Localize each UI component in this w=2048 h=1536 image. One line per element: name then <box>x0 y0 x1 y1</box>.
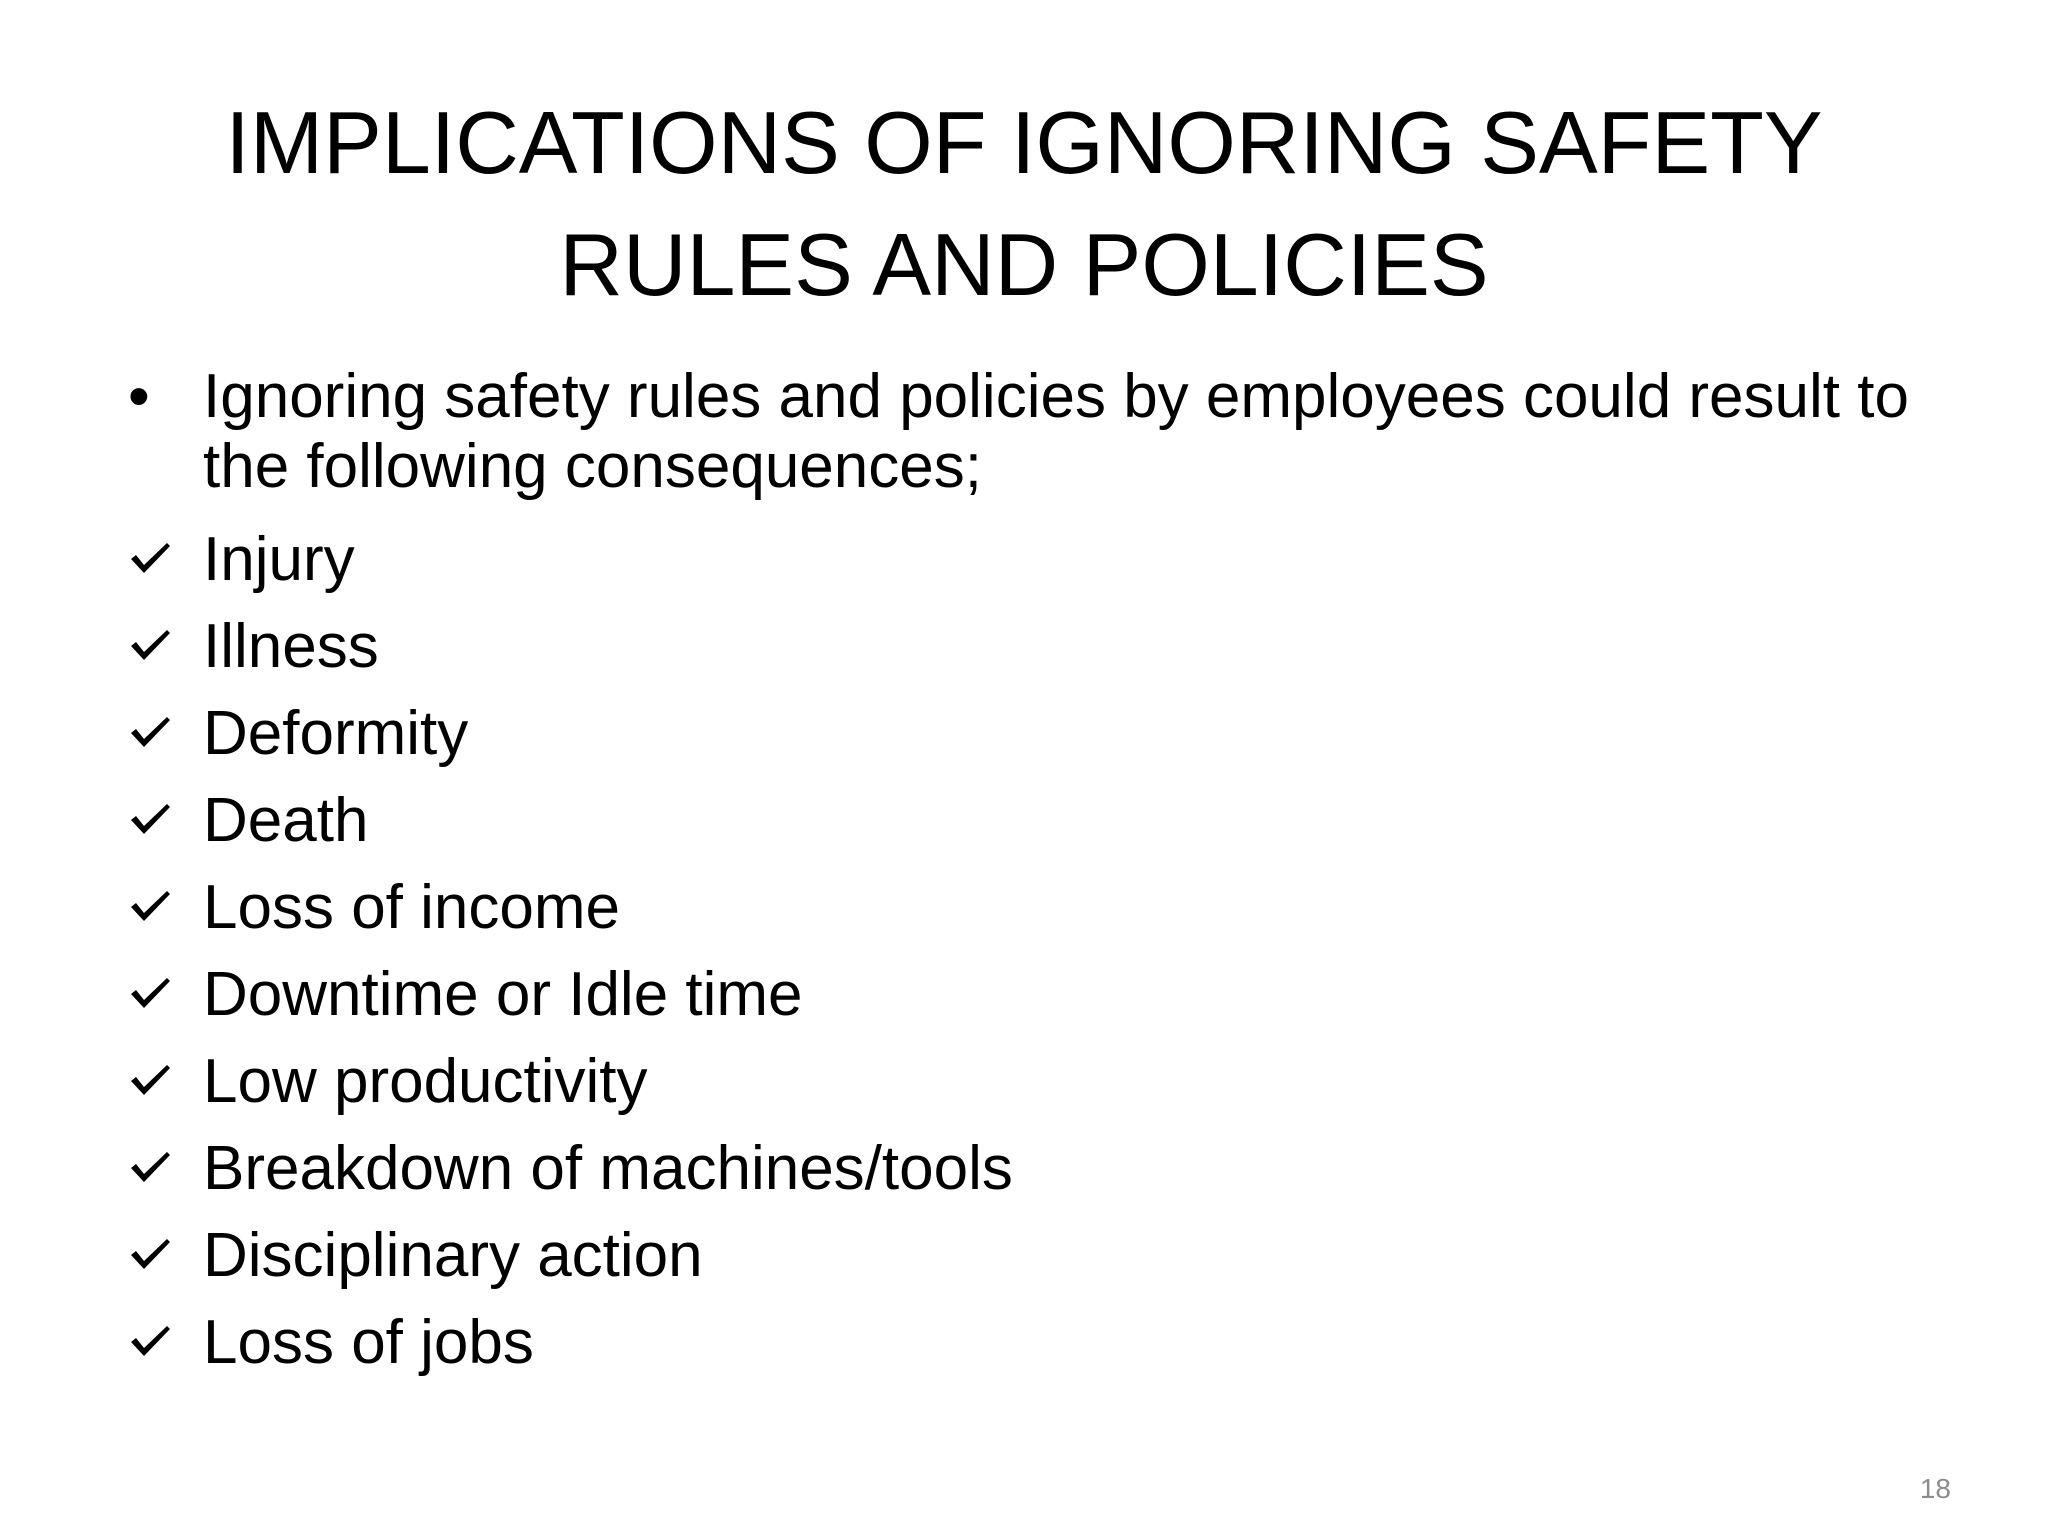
consequence-text: Loss of jobs <box>203 1308 534 1377</box>
consequence-text: Low productivity <box>203 1047 648 1116</box>
consequence-item <box>128 1125 1948 1212</box>
consequence-item <box>128 1299 1948 1386</box>
consequence-text: Disciplinary action <box>203 1221 703 1290</box>
checkmark-icon <box>128 801 172 837</box>
slide-body <box>128 362 1948 1386</box>
intro-text: Ignoring safety rules and policies by employees could result to the following consequences; <box>203 362 1909 501</box>
checkmark-icon <box>128 1323 172 1359</box>
bullet-dot-icon: • <box>128 362 150 431</box>
consequence-text: Death <box>203 786 369 855</box>
page-number: 18 <box>1919 1473 1951 1504</box>
consequence-item <box>128 603 1948 690</box>
consequence-item <box>128 951 1948 1038</box>
consequence-item <box>128 516 1948 603</box>
checkmark-icon <box>128 627 172 663</box>
consequence-text: Deformity <box>203 699 469 768</box>
consequence-text: Loss of income <box>203 873 620 942</box>
consequence-item <box>128 690 1948 777</box>
checkmark-icon <box>128 1149 172 1185</box>
slide-title <box>180 82 1868 326</box>
intro-bullet <box>128 362 1948 502</box>
consequence-item <box>128 1212 1948 1299</box>
checkmark-icon <box>128 1236 172 1272</box>
slide-title-line-2: RULES AND POLICIES <box>559 215 1489 314</box>
checkmark-icon <box>128 888 172 924</box>
checkmark-icon <box>128 540 172 576</box>
consequence-text: Illness <box>203 612 379 681</box>
checkmark-icon <box>128 1062 172 1098</box>
checkmark-icon <box>128 714 172 750</box>
consequence-item <box>128 1038 1948 1125</box>
consequence-item <box>128 777 1948 864</box>
consequence-list <box>128 516 1948 1386</box>
consequence-item <box>128 864 1948 951</box>
slide-title-line-1: IMPLICATIONS OF IGNORING SAFETY <box>225 93 1823 192</box>
consequence-text: Injury <box>203 525 355 594</box>
checkmark-icon <box>128 975 172 1011</box>
consequence-text: Downtime or Idle time <box>203 960 803 1029</box>
consequence-text: Breakdown of machines/tools <box>203 1134 1013 1203</box>
